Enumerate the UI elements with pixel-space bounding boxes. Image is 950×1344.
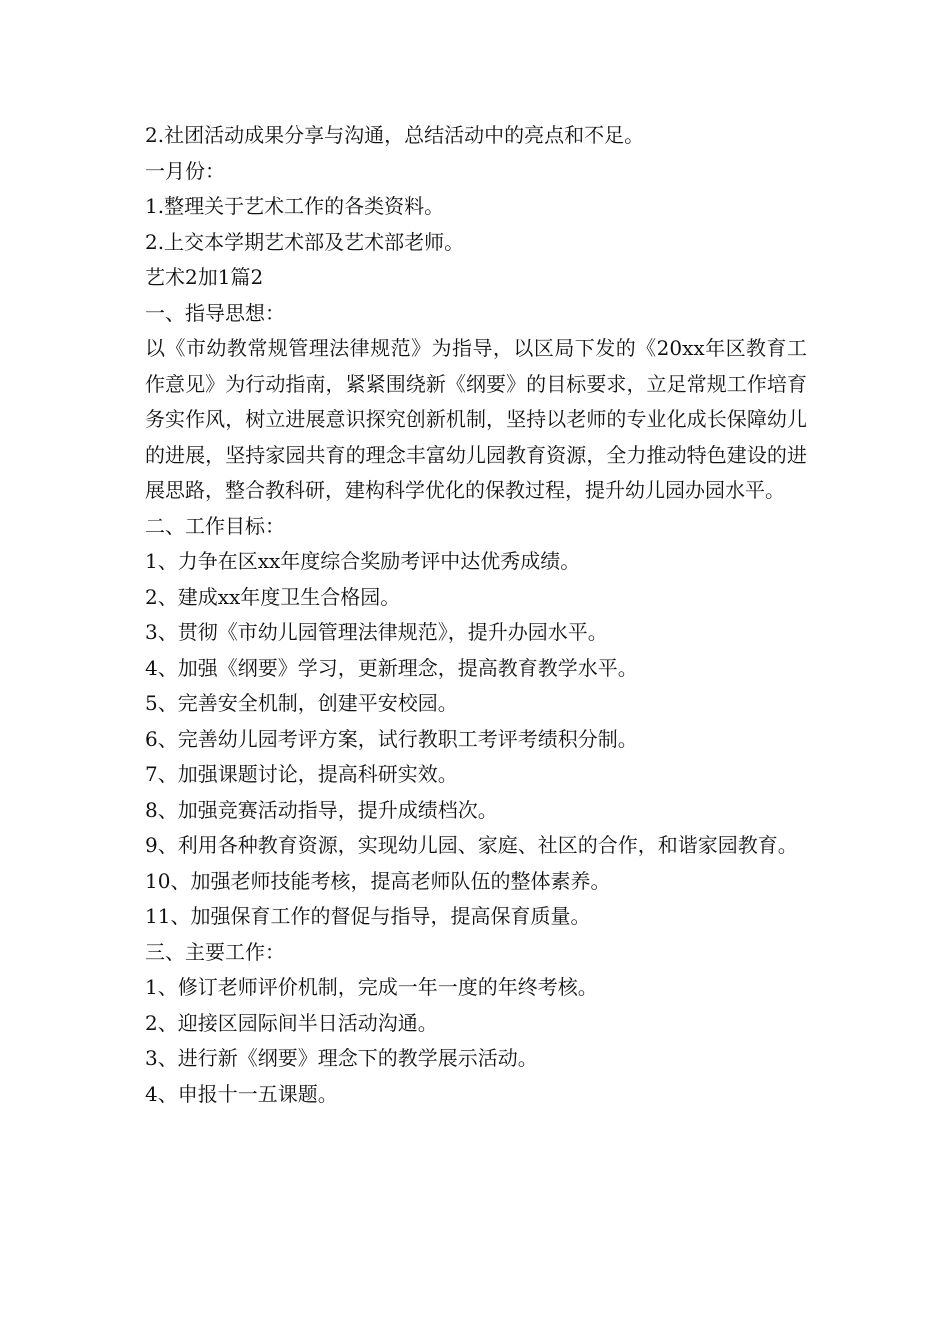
document-body <box>145 118 807 1112</box>
goal-item: 6、完善幼儿园考评方案，试行教职工考评考绩积分制。 <box>145 726 638 751</box>
goal-item: 5、完善安全机制，创建平安校园。 <box>145 691 458 715</box>
section-heading-january: 一月份： <box>145 158 225 183</box>
task-item: 4、申报十一五课题。 <box>145 1081 338 1106</box>
goal-item: 3、贯彻《市幼儿园管理法律规范》，提升办园水平。 <box>145 620 608 644</box>
goal-item: 2、建成xx年度卫生合格园。 <box>145 584 401 609</box>
article-title: 艺术2加1篇2 <box>145 265 264 289</box>
section-heading-main-tasks: 三、主要工作： <box>145 939 285 964</box>
text-line: 1.整理关于艺术工作的各类资料。 <box>145 194 445 218</box>
goal-item: 4、加强《纲要》学习，更新理念，提高教育教学水平。 <box>145 655 638 680</box>
goal-item: 11、加强保育工作的督促与指导，提高保育质量。 <box>145 904 591 928</box>
task-item: 2、迎接区园际间半日活动沟通。 <box>145 1010 438 1035</box>
text-line: 2.上交本学期艺术部及艺术部老师。 <box>145 229 465 254</box>
section-heading-guiding-thought: 一、指导思想： <box>145 300 285 325</box>
section-heading-goals: 二、工作目标： <box>145 513 285 538</box>
task-item: 1、修订老师评价机制，完成一年一度的年终考核。 <box>145 975 598 999</box>
goal-item: 10、加强老师技能考核，提高老师队伍的整体素养。 <box>145 868 611 893</box>
task-item: 3、进行新《纲要》理念下的教学展示活动。 <box>145 1046 538 1070</box>
goal-item: 8、加强竞赛活动指导，提升成绩档次。 <box>145 797 498 822</box>
goal-item: 7、加强课题讨论，提高科研实效。 <box>145 762 458 786</box>
goal-item: 1、力争在区xx年度综合奖励考评中达优秀成绩。 <box>145 549 581 573</box>
goal-item: 9、利用各种教育资源，实现幼儿园、家庭、社区的合作，和谐家园教育。 <box>145 833 798 857</box>
guiding-paragraph: 以《市幼教常规管理法律规范》为指导，以区局下发的《20xx年区教育工作意见》为行动指南，紧紧围绕新《纲要》的目标要求，立足常规工作培育务实作风，树立进展意识探究创新机制，坚持以老师的专业化成长保障幼儿的进展，坚持家园共育的理念丰富幼儿园教育资源，全力推动特色建设的进展思路，整合教科研，建构科学优化的保教过程，提升幼儿园办园水平。 <box>145 336 807 502</box>
text-line: 2.社团活动成果分享与沟通，总结活动中的亮点和不足。 <box>145 123 645 147</box>
